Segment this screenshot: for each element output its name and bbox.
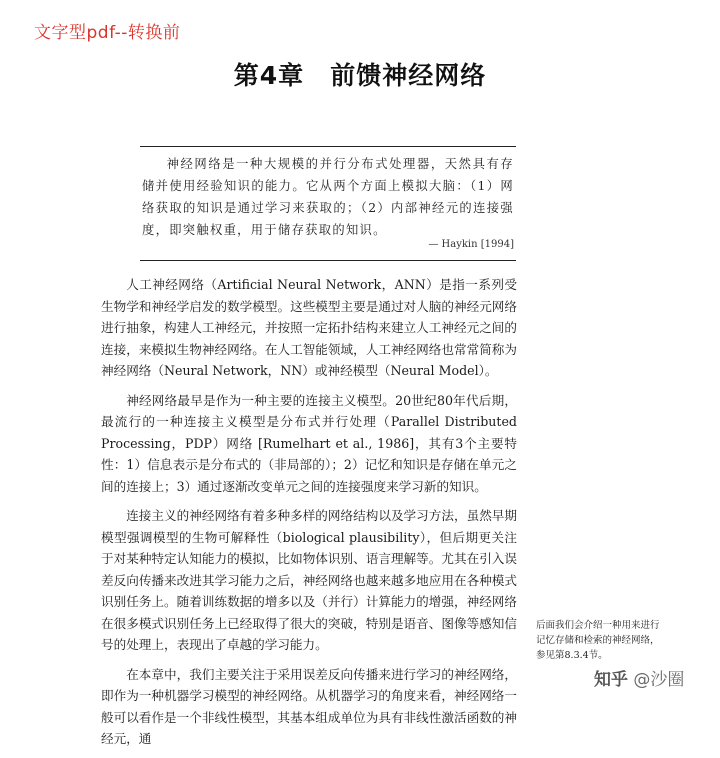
watermark-bottom [594,665,684,690]
paragraph: 神经网络最早是作为一种主要的连接主义模型。20世纪80年代后期，最流行的一种连接主义模型是分布式并行处理（Parallel Distributed Processing，PDP）网络 [Rumelhart et al., 1986]，其有3个主要特性：1）信息表示是分布式的（非局部的）；2）记忆和知识是存储在单元之间的连接上；3）通过逐渐改变单元之间的连接强度来学习新的知识。 [101,392,517,494]
watermark-top: 文字型pdf--转换前 [34,23,181,43]
paragraph: 人工神经网络（Artificial Neural Network，ANN）是指一系列受生物学和神经学启发的数学模型。这些模型主要是通过对人脑的神经元网络进行抽象，构建人工神经元，并按照一定拓扑结构来建立人工神经元之间的连接，来模拟生物神经网络。在人工智能领域，人工神经网络也常常简称为神经网络（Neural Network，NN）或神经模型（Neural Model）。 [101,277,517,378]
paragraph: 连接主义的神经网络有着多种多样的网络结构以及学习方法，虽然早期模型强调模型的生物可解释性（biological plausibility），但后期更关注于对某种特定认知能力的模拟，比如物体识别、语言理解等。尤其在引入误差反向传播来改进其学习能力之后，神经网络也越来越多地应用在各种模式识别任务上。随着训练数据的增多以及（并行）计算能力的增强，神经网络在很多模式识别任务上已经取得了很大的突破，特别是语音、图像等感知信号的处理上，表现出了卓越的学习能力。 [101,508,517,652]
epigraph-box [140,146,516,261]
watermark-user: @沙圈 [633,670,685,690]
margin-note: 后面我们会介绍一种用来进行记忆存储和检索的神经网络，参见第8.3.4节。 [536,620,660,661]
chapter-name: 前馈神经网络 [330,61,487,90]
body-text [101,274,517,758]
paragraph: 在本章中，我们主要关注于采用误差反向传播来进行学习的神经网络，即作为一种机器学习模型的神经网络。从机器学习的角度来看，神经网络一般可以看作是一个非线性模型，其基本组成单位为具有非线性激活函数的神经元，通 [101,666,517,746]
epigraph-author: — Haykin [1994] [428,239,514,250]
chapter-title [0,56,720,92]
watermark-site: 知乎 [594,670,628,690]
chapter-number: 第4章 [233,61,305,90]
epigraph-text: 神经网络是一种大规模的并行分布式处理器，天然具有存储并使用经验知识的能力。它从两个方面上模拟大脑：（1）网络获取的知识是通过学习来获取的；（2）内部神经元的连接强度，即突触权重，用于储存获取的知识。 [142,157,514,237]
